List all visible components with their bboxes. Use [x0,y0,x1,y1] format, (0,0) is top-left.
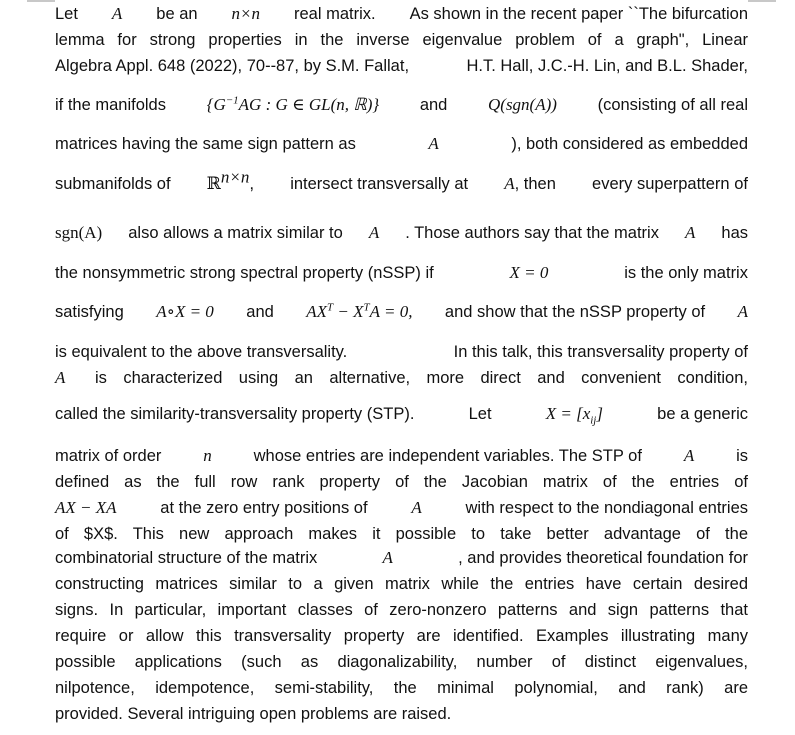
text-run: be a generic [657,405,748,423]
text-line [55,522,748,546]
text-run: the nonsymmetric strong spectral property (nSSP) if [55,264,434,282]
math-inline [504,172,556,196]
text-line [55,28,748,52]
text-run: is the only matrix [624,264,748,282]
text-run: combinatorial structure of the matrix [55,549,318,567]
math-part: ] [596,404,603,423]
math-inline [207,93,380,117]
math-inline [306,300,412,324]
math-part: A = 0, [369,302,413,321]
text-run: possible applications (such as diagonalizability, number of distinct eigenvalues, [55,653,748,671]
text-run: matrix of order [55,447,162,465]
text-line [55,624,748,648]
text-run: . Those authors say that the matrix [405,224,659,242]
math-superscript: n×n [220,167,250,187]
margin-corner-mark-right [748,0,776,2]
text-run: whose entries are independent variables. The STP of [253,447,642,465]
text-run: Let [55,5,78,23]
math-inline: sgn(A) [55,223,103,242]
math-inline: X = 0 [509,263,549,282]
text-line [55,546,748,570]
text-run: at the zero entry positions of [160,499,368,517]
text-run: is equivalent to the above transversality. [55,343,348,361]
text-line [55,221,748,245]
math-part: A [504,174,515,193]
text-run: defined as the full row rank property of the Jacobian matrix of the entries of [55,473,748,491]
text-run: (consisting of all real [597,96,748,114]
text-run: is characterized using an alternative, more direct and convenient condition, [95,369,748,387]
text-run: lemma for strong properties in the inverse eigenvalue problem of a graph", Linear [55,31,748,49]
text-run: provided. Several intriguing open problems are raised. [55,705,452,723]
text-line [55,676,748,700]
math-subscript: ij [590,414,597,427]
math-inline [546,402,603,426]
math-inline: n [203,446,212,465]
text-run: satisfying [55,303,124,321]
text-line [55,132,748,156]
math-inline: A [368,223,380,242]
text-run: intersect transversally at [290,175,469,193]
math-part: , [249,174,255,193]
text-line [55,167,748,196]
text-run: called the similarity-transversality property (STP). [55,405,415,423]
text-line [55,93,748,117]
math-inline: A [382,548,393,567]
text-run: every superpattern of [592,175,748,193]
text-line [55,2,748,26]
text-line [55,496,748,520]
text-run: also allows a matrix similar to [128,224,343,242]
text-line [55,470,748,494]
math-part: AX [306,302,328,321]
text-run: Let [468,405,492,423]
text-run: require or allow this transversality property are identified. Examples illustrating many [55,627,748,645]
text-run: As shown in the recent paper ``The bifurcation [409,5,748,23]
text-run: submanifolds of [55,175,171,193]
math-superscript: −1 [225,94,239,107]
text-run: be an [156,5,198,23]
text-run: if the manifolds [55,96,166,114]
math-inline: AX − XA [55,498,117,517]
math-superscript: T [363,301,370,314]
text-run: constructing matrices similar to a given matrix while the entries have certain desired [55,575,748,593]
text-line [55,54,748,78]
text-line [55,300,748,324]
math-part: , then [514,175,556,193]
math-inline: Q(sgn(A)) [488,95,557,114]
margin-corner-mark-left [27,0,55,2]
text-run: signs. In particular, important classes of zero-nonzero patterns and sign patterns that [55,601,748,619]
text-line [55,261,748,285]
text-run: real matrix. [293,5,376,23]
math-part: − X [333,302,364,321]
math-inline: A∘X = 0 [156,302,214,321]
text-line [55,340,748,364]
text-line [55,402,748,426]
text-run: nilpotence, idempotence, semi-stability, the minimal polynomial, and rank) are [55,679,748,697]
text-run: ), both considered as embedded [511,135,748,153]
math-superscript: T [327,301,334,314]
text-line [55,702,748,726]
text-run: H.T. Hall, J.C.-H. Lin, and B.L. Shader, [466,57,748,75]
text-run: has [721,224,748,242]
math-inline: A [683,446,695,465]
math-inline: A [111,4,123,23]
math-inline [206,167,255,196]
text-run: Algebra Appl. 648 (2022), 70--87, by S.M. Fallat, [55,57,410,75]
text-run: In this talk, this transversality property of [453,343,748,361]
text-line [55,572,748,596]
text-line [55,650,748,674]
text-line [55,444,748,468]
math-part: {G [206,95,226,114]
text-run: with respect to the nondiagonal entries [465,499,748,517]
text-run: and [246,303,274,321]
text-run: is [736,447,748,465]
text-line [55,366,748,390]
text-run: and show that the nSSP property of [444,303,706,321]
math-inline: A [684,223,696,242]
math-part: ℝ [206,174,221,193]
math-inline: A [428,134,439,153]
text-run: of $X$. This new approach makes it possible to take better advantage of the [55,525,748,543]
math-inline: A [737,302,748,321]
text-line [55,598,748,622]
math-part: X = [x [545,404,591,423]
math-inline: A [55,368,66,387]
math-part: AG : G ∈ GL(n, ℝ)} [238,95,380,114]
math-inline: A [411,498,422,517]
math-inline: n×n [231,4,261,23]
text-run: matrices having the same sign pattern as [55,135,356,153]
text-run: and [419,96,448,114]
text-run: , and provides theoretical foundation for [458,549,748,567]
